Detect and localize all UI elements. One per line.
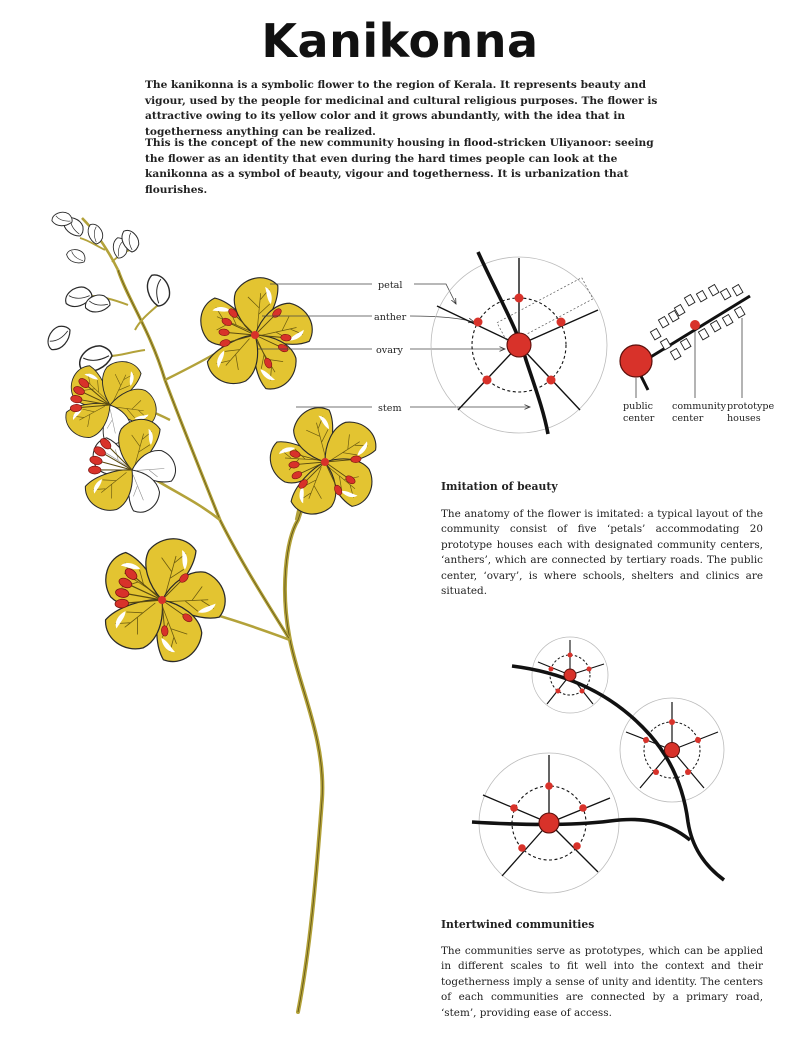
label-stem: stem — [378, 403, 402, 414]
legend-diagram — [620, 285, 775, 424]
intertwined-communities-diagram — [472, 637, 724, 893]
legend-prototype-houses-line2: houses — [727, 413, 761, 424]
flower-bottom — [96, 533, 227, 666]
flower-top — [194, 277, 317, 395]
label-anther: anther — [374, 312, 407, 323]
legend-community-center-line2: center — [672, 413, 704, 424]
kanikonna-flower-illustration — [44, 208, 382, 1012]
intro-paragraph-2: This is the concept of the new community housing in flood-stricken Uliyanoor: seeing the flower as an identity that even during the hard times people can look at the kanikonna as a symbol of beauty, vigour and togetherness. It is urbanization that flourishes. — [145, 137, 654, 196]
intro-paragraph-1: The kanikonna is a symbolic flower to the region of Kerala. It represents beauty and vigour, used by the people for medicinal and cultural religious purposes. The flower is attractive owing to its yellow color and it grows abundantly, with the idea that in togetherness anything can be realized. — [145, 79, 658, 138]
section-text-imitation: The anatomy of the flower is imitated: a typical layout of the community consist of five ‘petals’ accommodating 20 prototype houses each with designated community centers, ‘anthers’, which are connected by tertiary roads. The public center, ‘ovary’, is where schools, shelters and clinics are situated. — [441, 508, 763, 598]
page-title: Kanikonna — [261, 14, 539, 68]
section-heading-imitation: Imitation of beauty — [441, 480, 558, 493]
section-text-intertwined: The communities serve as prototypes, which can be applied in different scales to fit well into the context and their togetherness imply a sense of unity and identity. The centers of each communities are connected by a primary road, ‘stem’, providing ease of access. — [441, 945, 763, 1019]
flower-right — [270, 404, 381, 521]
section-heading-intertwined: Intertwined communities — [441, 918, 595, 931]
legend-public-center-line2: center — [623, 413, 655, 424]
legend-community-center-line1: community — [672, 401, 727, 412]
legend-public-center-line1: public — [623, 401, 653, 412]
legend-prototype-houses-line1: prototype — [727, 401, 775, 412]
label-ovary: ovary — [376, 345, 403, 356]
label-petal: petal — [378, 280, 403, 291]
